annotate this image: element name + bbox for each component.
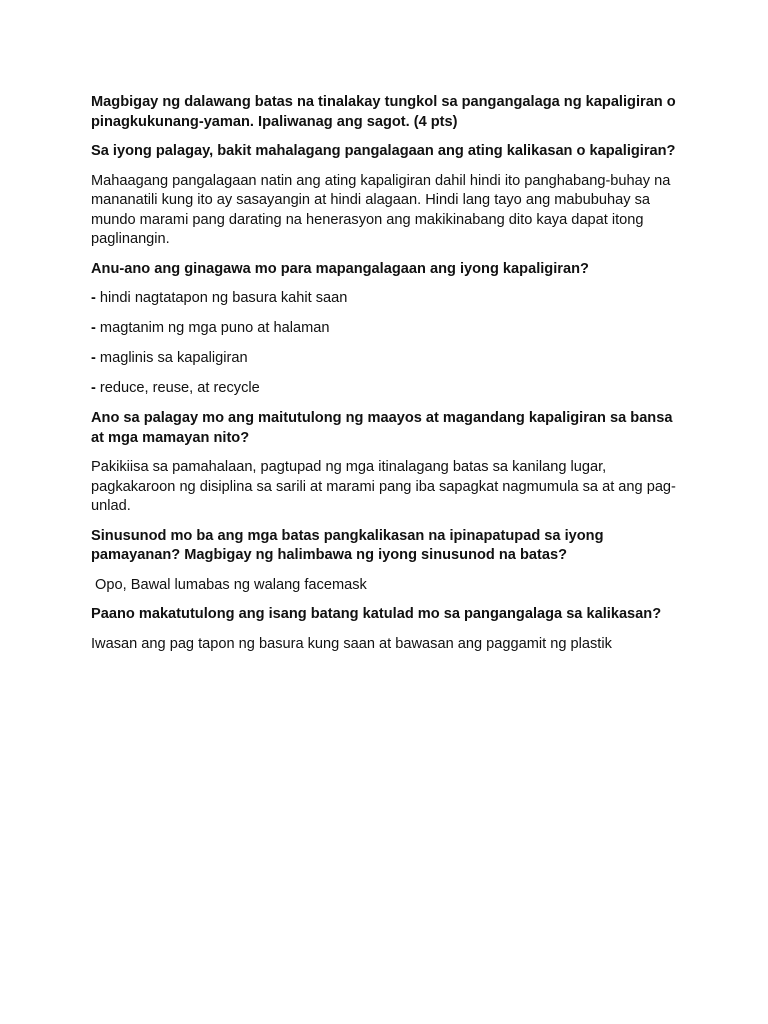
answer-6: Iwasan ang pag tapon ng basura kung saan at bawasan ang paggamit ng plastik [91, 635, 612, 652]
list-dash: - [91, 290, 96, 306]
answer-5: Opo, Bawal lumabas ng walang facemask [91, 576, 367, 593]
list-item [91, 289, 681, 309]
list-dash: - [91, 380, 96, 396]
list-item-text: maglinis sa kapaligiran [95, 350, 248, 366]
question-1: Magbigay ng dalawang batas na tinalakay tungkol sa pangangalaga ng kapaligiran o pinagkukunang-yaman. Ipaliwanag ang sagot. (4 pts) [91, 94, 676, 130]
list-item-text: reduce, reuse, at recycle [95, 380, 260, 396]
list-item [91, 319, 681, 339]
document-body [91, 93, 681, 664]
list-item-text: hindi nagtatapon ng basura kahit saan [95, 290, 348, 306]
list-item [91, 349, 681, 369]
question-6: Paano makatutulong ang isang batang katulad mo sa pangangalaga sa kalikasan? [91, 606, 662, 622]
question-4: Ano sa palagay mo ang maitutulong ng maayos at magandang kapaligiran sa bansa at mga mamayan nito? [91, 410, 673, 446]
question-5: Sinusunod mo ba ang mga batas pangkalikasan na ipinapatupad sa iyong pamayanan? Magbigay ng halimbawa ng iyong sinusunod na batas? [91, 527, 604, 563]
question-3: Anu-ano ang ginagawa mo para mapangalagaan ang iyong kapaligiran? [91, 260, 589, 277]
answer-4: Pakikiisa sa pamahalaan, pagtupad ng mga itinalagang batas sa kanilang lugar, pagkakaroon ng disiplina sa sarili at marami pang iba sapagkat nagmumula sa at ang pag-unlad. [91, 459, 676, 514]
list-dash: - [91, 350, 96, 366]
list-item-text: magtanim ng mga puno at halaman [95, 320, 330, 336]
question-2: Sa iyong palagay, bakit mahalagang pangalagaan ang ating kalikasan o kapaligiran? [91, 143, 676, 159]
list-dash: - [91, 320, 96, 336]
answer-2: Mahaagang pangalagaan natin ang ating kapaligiran dahil hindi ito panghabang-buhay na mananatili kung ito ay sasayangin at hindi alagaan. Hindi lang tayo ang mabubuhay sa mundo marami pang darating na henerasyon ang makikinabang dito kaya dapat itong paglinangin. [91, 172, 671, 247]
list-item [91, 379, 681, 399]
